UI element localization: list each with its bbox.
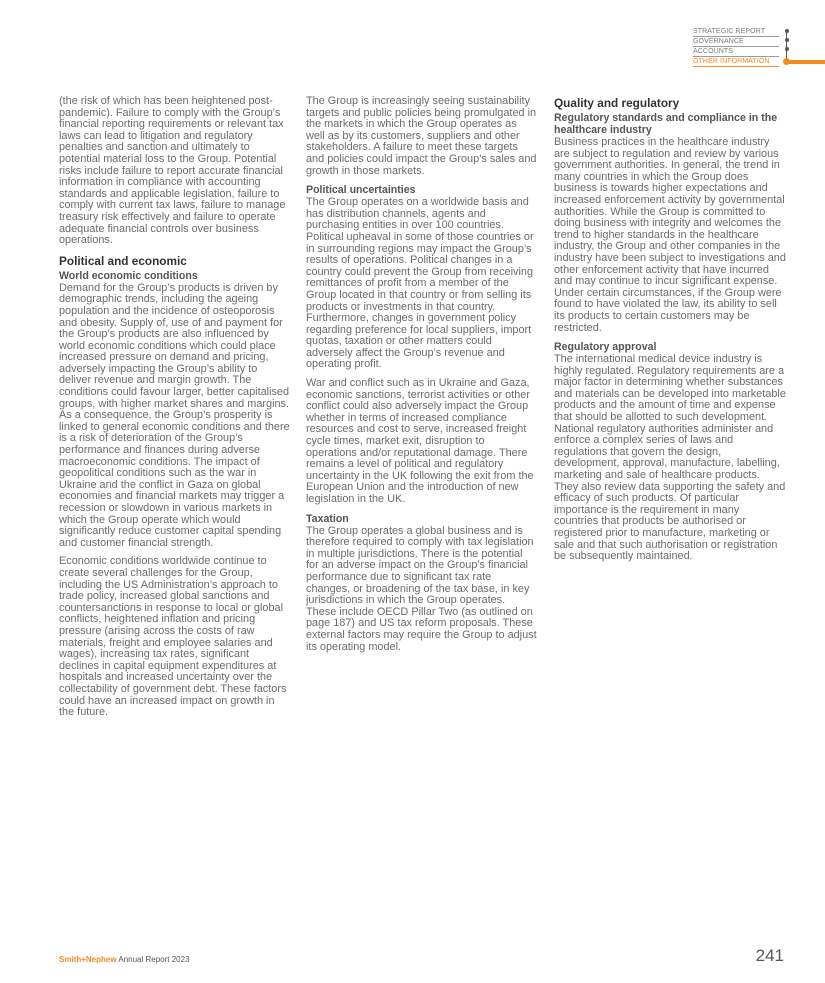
paragraph-medical-device: The international medical device industry is highly regulated. Regulatory requirements are a major factor in determining whether substances and materials can be developed into marketable products and the amount of time and expense that should be allotted to such development. National regulatory authorities administer and enforce a complex series of laws and regulations that govern the design, development, approval, manufacture, labelling, marketing and sale of healthcare products. They also review data supporting the safety and efficacy of such products. Of particular importance is the requirement in many countries that products be authorised or registered prior to manufacture, marketing or sale and that such authorisation or registration be subsequently maintained.: [554, 353, 786, 563]
paragraph-war-conflict: War and conflict such as in Ukraine and Gaza, economic sanctions, terrorist activities or other conflict could also adversely impact the Group whether in terms of increased compliance resources and cost to serve, increased freight cycle times, market exit, disruption to operations and/or reputational damage. There remains a level of political and regulatory uncertainty in the UK following the exit from the European Union and the introduction of new legislation in the UK.: [306, 377, 534, 505]
nav-accounts[interactable]: ACCOUNTS: [693, 47, 779, 57]
section-nav: [693, 27, 825, 67]
heading-quality-regulatory: Quality and regulatory: [554, 96, 680, 110]
nav-governance[interactable]: GOVERNANCE: [693, 37, 779, 47]
nav-dot-icon: [785, 47, 789, 51]
paragraph-business-practices: Business practices in the healthcare industry are subject to regulation and review by various government authorities. In general, the trend in many countries in which the Group does business is towards higher expectations and increased enforcement activity by governmental authorities. While the Group is committed to doing business with integrity and welcomes the trend to higher standards in the healthcare industry, the Group and other companies in the industry have been subject to investigations and other enforcement activity that have incurred and may continue to incur significant expense. Under certain circumstances, if the Group were found to have violated the law, its ability to sell its products to certain customers may be restricted.: [554, 136, 786, 334]
report-title: Annual Report 2023: [116, 955, 190, 964]
footer: [59, 955, 190, 964]
subheading-taxation: Taxation: [306, 512, 349, 525]
nav-other-information[interactable]: OTHER INFORMATION: [693, 57, 779, 67]
paragraph-financial-reporting: (the risk of which has been heightened post-pandemic). Failure to comply with the Group’s financial reporting requirements or relevant tax laws can lead to litigation and regulatory penalties and sanction and ultimately to potential material loss to the Group. Potential risks include failure to report accurate financial information in compliance with accounting standards and applicable legislation, failure to comply with current tax laws, failure to manage treasury risk effectively and failure to operate adequate financial controls over business operations.: [59, 95, 286, 247]
paragraph-taxation: The Group operates a global business and is therefore required to comply with tax legislation in multiple jurisdictions. There is the potential for an adverse impact on the Group’s financial performance due to significant tax rate changes, or broadening of the tax base, in key jurisdictions in which the Group operates. These include OECD Pillar Two (as outlined on page 187) and US tax reform proposals. These external factors may require the Group to adjust its operating model.: [306, 524, 537, 653]
subheading-political-uncertainties: Political uncertainties: [306, 184, 416, 197]
column-3: [554, 96, 786, 570]
column-1: [59, 96, 291, 726]
nav-dot-icon: [785, 38, 789, 42]
nav-dot-icon: [785, 29, 789, 33]
paragraph-sustainability: The Group is increasingly seeing sustainability targets and public policies being promulgated in the markets in which the Group operates as well as by its customers, suppliers and other stakeholders. A failure to meet these targets and policies could impact the Group’s sales and growth in those markets.: [306, 95, 537, 177]
brand-name: Smith+Nephew: [59, 955, 117, 964]
paragraph-demand: Demand for the Group’s products is driven by demographic trends, including the ageing population and the incidence of osteoporosis and obesity. Supply of, use of and payment for the Group’s products are also influenced by world economic conditions which could place increased pressure on demand and pricing, adversely impacting the Group’s ability to deliver revenue and margin growth. The conditions could favour larger, better capitalised groups, with higher market shares and margins. As a consequence, the Group’s prosperity is linked to general economic conditions and there is a risk of deterioration of the Group’s performance and finances during adverse macroeconomic conditions. The impact of geopolitical conditions such as the war in Ukraine and the conflict in Gaza on global economies and financial markets may trigger a recession or slowdown in various markets in which the Group operate which would significantly reduce customer capital spending and customer financial strength.: [59, 281, 290, 549]
column-2: [306, 96, 538, 660]
paragraph-worldwide: The Group operates on a worldwide basis and has distribution channels, agents and purchasing entities in over 100 countries. Political upheaval in some of those countries or in surrounding regions may impact the Group’s results of operations. Political changes in a country could prevent the Group from receiving remittances of profit from a member of the Group located in that country or from selling its products or investments in that country. Furthermore, changes in government policy regarding preference for local suppliers, import quotas, taxation or other matters could adversely affect the Group’s revenue and operating profit.: [306, 196, 534, 371]
subheading-regulatory-approval: Regulatory approval: [554, 341, 657, 354]
nav-active-bar: [789, 60, 825, 64]
nav-strategic-report[interactable]: STRATEGIC REPORT: [693, 27, 779, 37]
paragraph-economic-challenges: Economic conditions worldwide continue to create several challenges for the Group, including the US Administration’s approach to trade policy, increased global sanctions and countersanctions in response to local or global conflicts, heightened inflation and pricing pressure (arising across the costs of raw materials, freight and employee salaries and wages), increasing tax rates, significant declines in capital equipment expenditures at hospitals and increased uncertainty over the collectability of government debt. These factors could have an increased impact on growth in the future.: [59, 555, 287, 719]
heading-political-economic: Political and economic: [59, 253, 187, 268]
page-number: 241: [755, 946, 784, 965]
subheading-regulatory-standards: Regulatory standards and compliance in the healthcare industry: [554, 112, 778, 136]
subheading-world-economic: World economic conditions: [59, 269, 198, 282]
